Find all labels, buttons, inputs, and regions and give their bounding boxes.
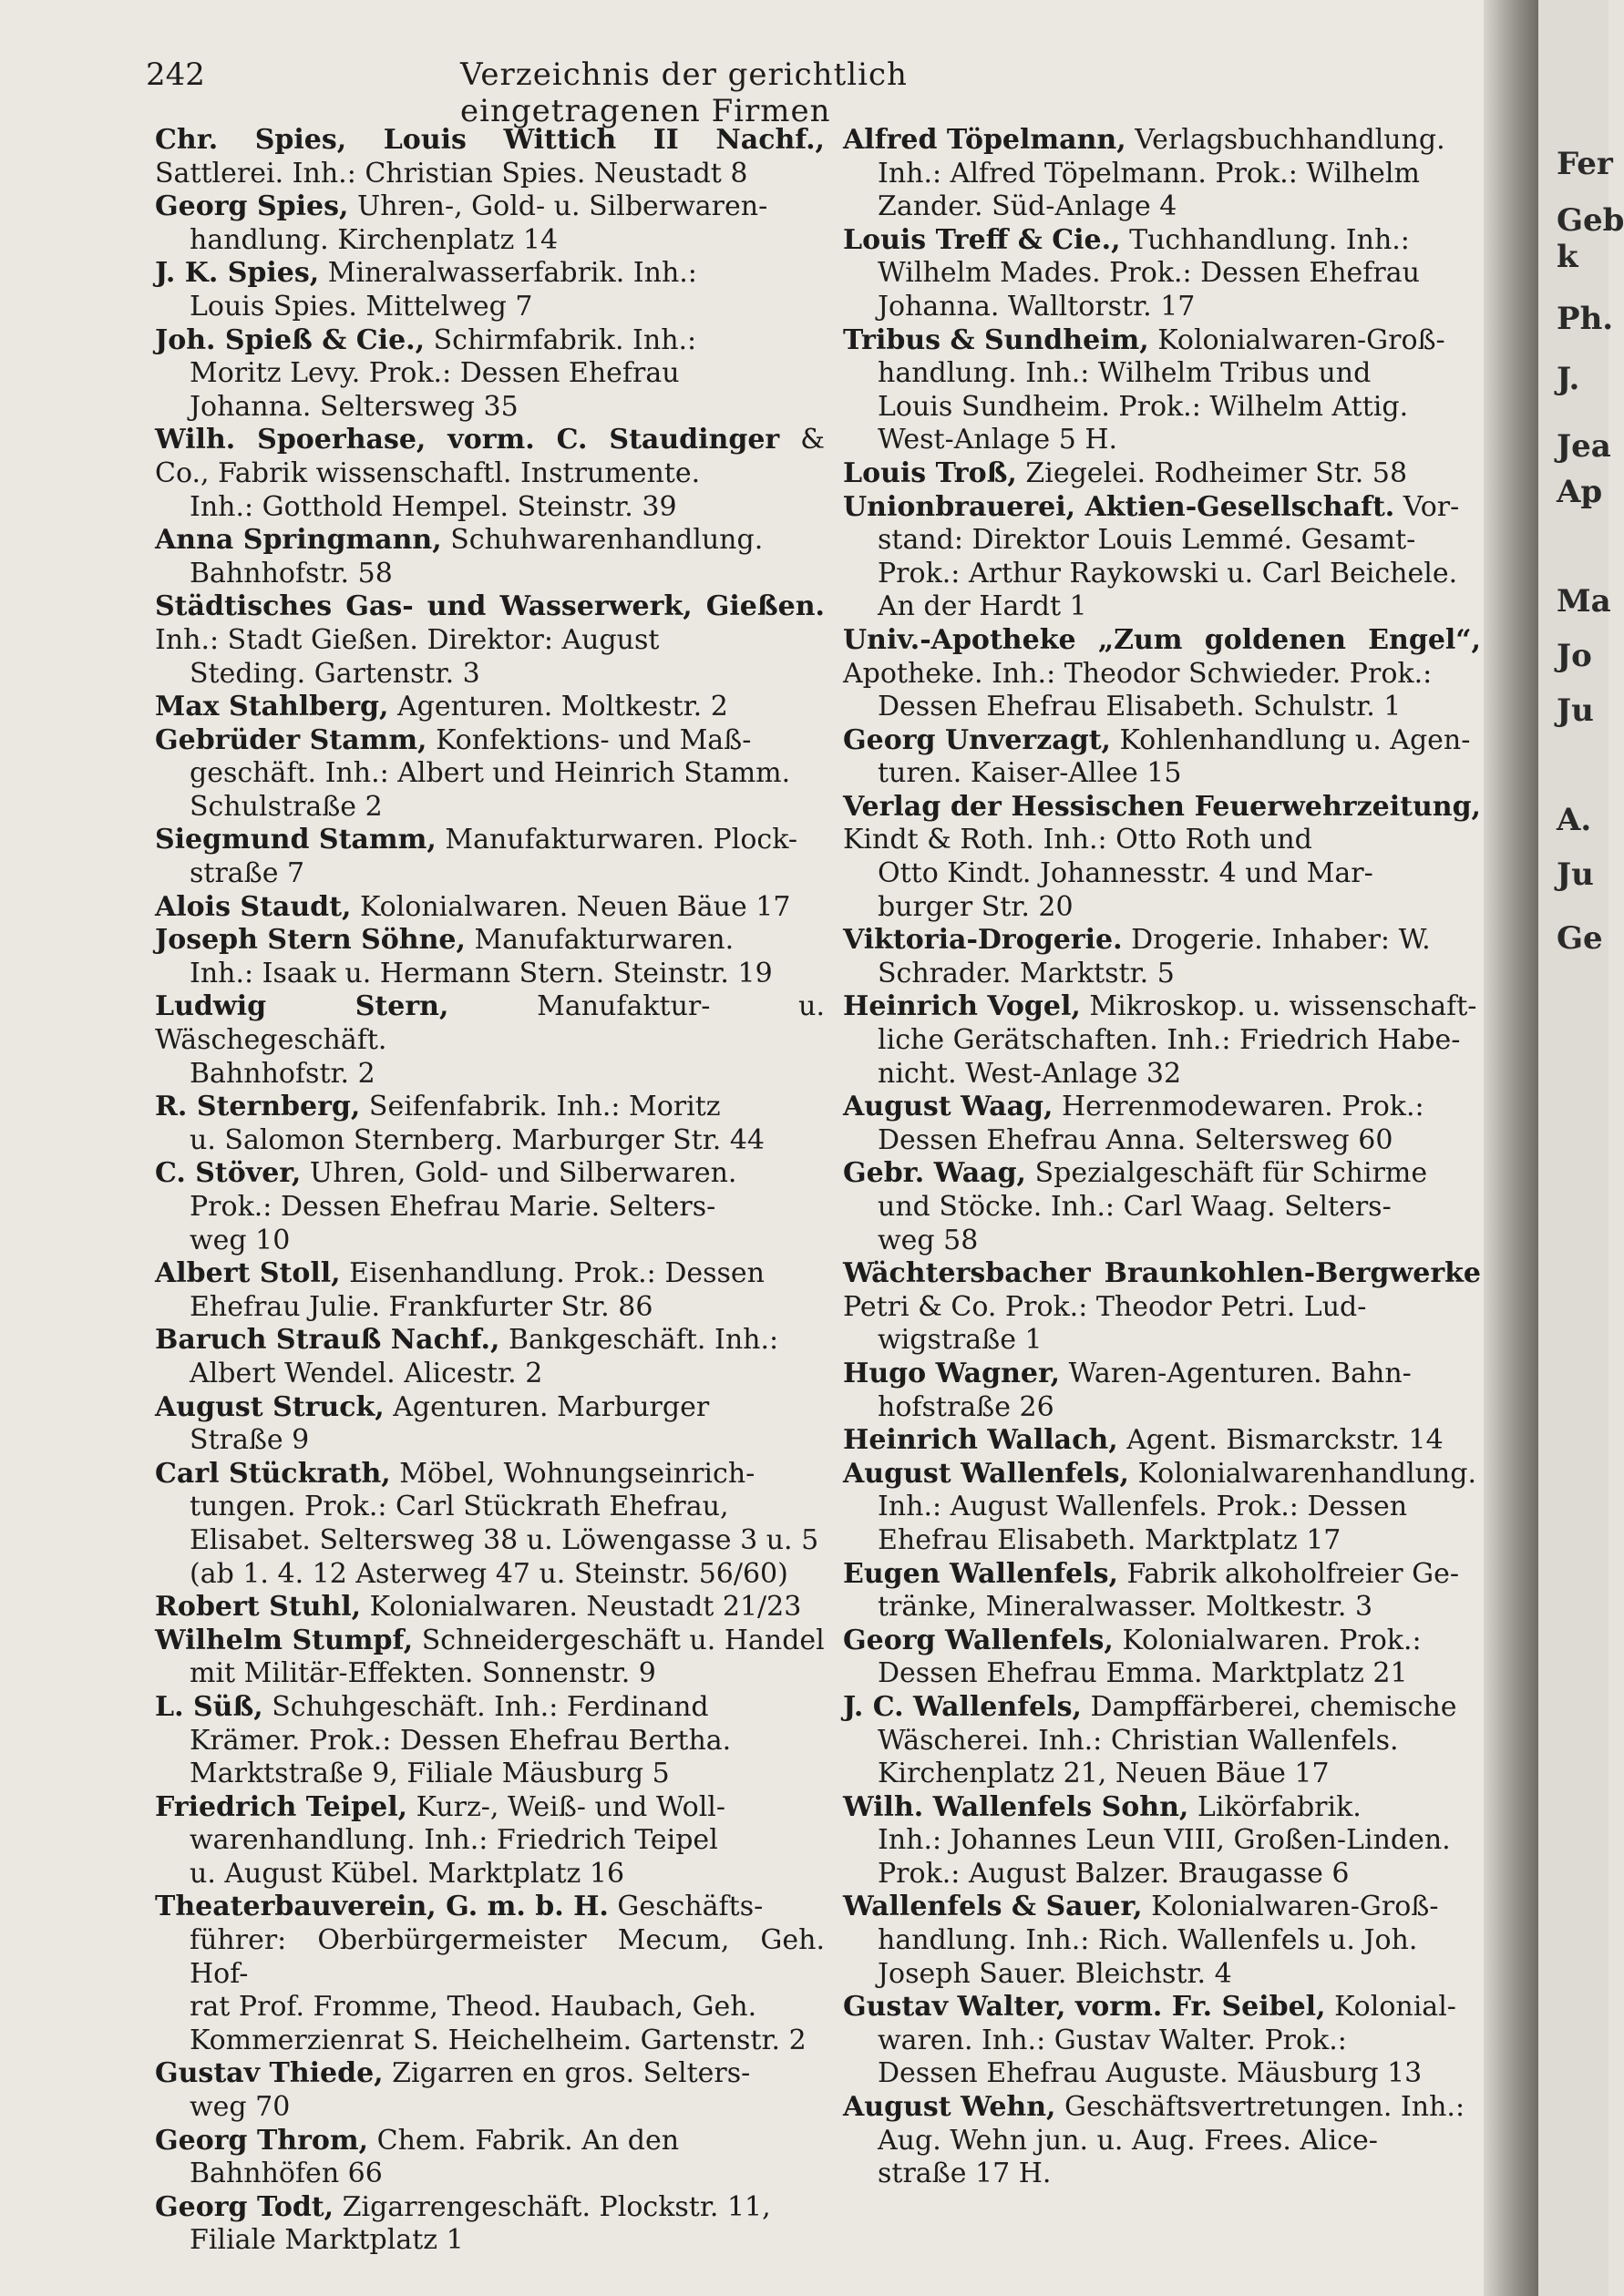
directory-entry <box>155 990 825 1091</box>
directory-entry <box>155 424 825 524</box>
firm-name: Max Stahlberg, <box>155 691 389 723</box>
entry-continuation: Johanna. Walltorstr. 17 <box>878 290 1196 323</box>
entry-continuation: führer: Oberbürgermeister Mecum, Geh. Hof- <box>190 1924 825 1990</box>
entry-continuation: Inh.: Isaak u. Hermann Stern. Steinstr. 19 <box>190 957 773 989</box>
firm-name: August Struck, <box>155 1390 385 1423</box>
entry-continuation: Bahnhofstr. 2 <box>190 1057 375 1090</box>
firm-name: Georg Todt, <box>155 2190 334 2223</box>
firm-name: Georg Wallenfels, <box>843 1624 1114 1656</box>
entry-text: Eisenhandlung. Prok.: Dessen <box>349 1257 766 1290</box>
entry-continuation: Zander. Süd-Anlage 4 <box>878 190 1177 223</box>
directory-entry <box>843 1558 1481 1625</box>
entry-text: Schneidergeschäft u. Handel <box>421 1624 825 1656</box>
entry-continuation: straße 7 <box>190 857 305 890</box>
entry-text: Kohlenhandlung u. Agen- <box>1119 723 1471 756</box>
directory-entry <box>155 124 825 190</box>
firm-name: J. C. Wallenfels, <box>843 1690 1082 1723</box>
entry-text: Mikroskop. u. wissenschaft- <box>1089 990 1477 1023</box>
entry-continuation: Dessen Ehefrau Anna. Seltersweg 60 <box>878 1123 1393 1156</box>
firm-name: Tribus & Sundheim, <box>843 323 1149 356</box>
entry-continuation: stand: Direktor Louis Lemmé. Gesamt- <box>878 524 1416 557</box>
firm-name: Unionbrauerei, Aktien-Gesellschaft. <box>843 490 1395 523</box>
entry-text: Inh.: Stadt Gießen. Direktor: August <box>155 623 660 656</box>
firm-name: Wallenfels & Sauer, <box>843 1891 1143 1923</box>
entry-continuation: Schrader. Marktstr. 5 <box>878 957 1175 989</box>
entry-continuation: Marktstraße 9, Filiale Mäusburg 5 <box>190 1758 670 1790</box>
entry-text: Manufakturwaren. Plock- <box>445 824 797 856</box>
directory-entry <box>155 1625 825 1691</box>
entry-text: Schuhwarenhandlung. <box>450 524 764 557</box>
firm-name: Wilh. Wallenfels Sohn, <box>843 1790 1189 1823</box>
entry-text: Apotheke. Inh.: Theodor Schwieder. Prok.: <box>843 657 1433 690</box>
entry-text: Fabrik alkoholfreier Ge- <box>1126 1557 1459 1590</box>
entry-continuation: tränke, Mineralwasser. Moltkestr. 3 <box>878 1591 1373 1624</box>
entry-text: Kurz-, Weiß- und Woll- <box>416 1790 726 1823</box>
entry-continuation: Prok.: Dessen Ehefrau Marie. Selters- <box>190 1191 716 1223</box>
firm-name: R. Sternberg, <box>155 1091 361 1123</box>
firm-name: C. Stöver, <box>155 1157 302 1190</box>
directory-entry <box>155 590 825 691</box>
entry-text: Agent. Bismarckstr. 14 <box>1126 1424 1444 1457</box>
entry-text: Konfektions- und Maß- <box>436 723 752 756</box>
entry-text: Kindt & Roth. Inh.: Otto Roth und <box>843 824 1312 856</box>
entry-continuation: (ab 1. 4. 12 Asterweg 47 u. Steinstr. 56/60) <box>190 1557 788 1590</box>
entry-text: Kolonialwarenhandlung. <box>1137 1457 1476 1490</box>
entry-continuation: Inh.: Alfred Töpelmann. Prok.: Wilhelm <box>878 157 1420 190</box>
page-header <box>146 56 1139 129</box>
firm-name: Wächtersbacher Braunkohlen-Bergwerke <box>843 1257 1481 1290</box>
facing-page-fragment: Fer <box>1557 146 1613 182</box>
directory-entry <box>843 924 1481 990</box>
entry-continuation: Inh.: Johannes Leun VIII, Großen-Linden. <box>878 1824 1451 1857</box>
directory-entry <box>843 791 1481 924</box>
entry-continuation: Ehefrau Julie. Frankfurter Str. 86 <box>190 1290 653 1323</box>
entry-continuation: Steding. Gartenstr. 3 <box>190 657 480 690</box>
running-title: Verzeichnis der gerichtlich eingetragenen Firmen <box>460 56 908 129</box>
entry-continuation: Dessen Ehefrau Elisabeth. Schulstr. 1 <box>878 691 1402 723</box>
entry-text: Tuchhandlung. Inh.: <box>1129 223 1410 256</box>
entry-continuation: Louis Spies. Mittelweg 7 <box>190 290 533 323</box>
entry-continuation: u. August Kübel. Marktplatz 16 <box>190 1857 625 1890</box>
entry-text: Sattlerei. Inh.: Christian Spies. Neustadt 8 <box>155 157 748 190</box>
entry-continuation: Otto Kindt. Johannesstr. 4 und Mar- <box>878 857 1373 890</box>
firm-name: Heinrich Wallach, <box>843 1424 1118 1457</box>
entry-continuation: Inh.: Gotthold Hempel. Steinstr. 39 <box>190 490 677 523</box>
entry-continuation: wigstraße 1 <box>878 1324 1043 1357</box>
entry-text: Waren-Agenturen. Bahn- <box>1068 1357 1412 1389</box>
entry-continuation: handlung. Inh.: Wilhelm Tribus und <box>878 357 1372 390</box>
entry-text: Mineralwasserfabrik. Inh.: <box>327 257 697 290</box>
directory-entry <box>843 124 1481 224</box>
directory-entry <box>155 1591 825 1625</box>
directory-entry <box>843 1424 1481 1458</box>
entry-continuation: Prok.: Arthur Raykowski u. Carl Beichele. <box>878 557 1458 589</box>
entry-continuation: nicht. West-Anlage 32 <box>878 1057 1182 1090</box>
directory-entry <box>843 1091 1481 1157</box>
entry-text: Seifenfabrik. Inh.: Moritz <box>368 1091 721 1123</box>
facing-page-fragment: Geb <box>1557 202 1624 239</box>
entry-text: Spezialgeschäft für Schirme <box>1034 1157 1428 1190</box>
entry-continuation: und Stöcke. Inh.: Carl Waag. Selters- <box>878 1191 1392 1223</box>
entry-continuation: turen. Kaiser-Allee 15 <box>878 757 1182 790</box>
entry-continuation: geschäft. Inh.: Albert und Heinrich Stamm. <box>190 757 791 790</box>
directory-entry <box>843 1891 1481 1991</box>
directory-entry <box>155 1691 825 1791</box>
entry-continuation: weg 70 <box>190 2091 291 2124</box>
directory-entry <box>843 624 1481 724</box>
firm-name: Heinrich Vogel, <box>843 990 1081 1023</box>
entry-text: Zigarren en gros. Selters- <box>392 2057 751 2090</box>
firm-name: Louis Treff & Cie., <box>843 223 1121 256</box>
directory-entry <box>843 324 1481 457</box>
entry-text: Schuhgeschäft. Inh.: Ferdinand <box>272 1690 709 1723</box>
directory-entry <box>155 691 825 724</box>
firm-name: Ludwig Stern, <box>155 990 449 1023</box>
entry-continuation: hofstraße 26 <box>878 1390 1054 1423</box>
left-column <box>155 124 825 2258</box>
firm-name: Theaterbauverein, G. m. b. H. <box>155 1891 609 1923</box>
entry-continuation: Prok.: August Balzer. Braugasse 6 <box>878 1857 1350 1890</box>
entry-continuation: Albert Wendel. Alicestr. 2 <box>190 1357 543 1389</box>
entry-text: Schirmfabrik. Inh.: <box>433 323 697 356</box>
directory-entry <box>155 1791 825 1891</box>
entry-text: & Co., Fabrik wissenschaftl. Instrumente. <box>155 424 825 489</box>
entry-continuation: weg 10 <box>190 1224 291 1256</box>
directory-entry <box>155 1257 825 1324</box>
firm-name: Gustav Walter, vorm. Fr. Seibel, <box>843 1991 1326 2024</box>
directory-entry <box>155 324 825 425</box>
firm-name: Univ.-Apotheke „Zum goldenen Engel“, <box>843 623 1481 656</box>
entry-continuation: Moritz Levy. Prok.: Dessen Ehefrau <box>190 357 680 390</box>
entry-text: Manufaktur- u. Wäschegeschäft. <box>155 990 825 1057</box>
directory-entry <box>155 924 825 990</box>
entry-continuation: warenhandlung. Inh.: Friedrich Teipel <box>190 1824 718 1857</box>
entry-continuation: Wäscherei. Inh.: Christian Wallenfels. <box>878 1724 1399 1757</box>
firm-name: Gebr. Waag, <box>843 1157 1027 1190</box>
directory-entry <box>155 1891 825 2057</box>
directory-entry <box>155 1157 825 1257</box>
directory-entry <box>155 2125 825 2191</box>
entry-text: Petri & Co. Prok.: Theodor Petri. Lud- <box>843 1290 1367 1323</box>
firm-name: Albert Stoll, <box>155 1257 341 1290</box>
entry-text: Uhren-, Gold- u. Silberwaren- <box>356 190 768 223</box>
entry-text: Kolonialwaren-Groß- <box>1151 1891 1439 1923</box>
directory-entry <box>155 524 825 590</box>
directory-entry <box>155 2191 825 2258</box>
entry-continuation: Bahnhöfen 66 <box>190 2158 383 2190</box>
firm-name: Anna Springmann, <box>155 524 442 557</box>
entry-text: Chem. Fabrik. An den <box>376 2124 680 2157</box>
firm-name: Verlag der Hessischen Feuerwehrzeitung, <box>843 790 1481 823</box>
firm-name: Eugen Wallenfels, <box>843 1557 1118 1590</box>
entry-continuation: An der Hardt 1 <box>878 590 1087 623</box>
facing-page-fragment: Jo <box>1557 638 1592 674</box>
firm-name: Wilh. Spoerhase, vorm. C. Staudinger <box>155 424 780 456</box>
entry-continuation: Krämer. Prok.: Dessen Ehefrau Bertha. <box>190 1724 732 1757</box>
directory-entry <box>843 990 1481 1091</box>
firm-name: J. K. Spies, <box>155 257 320 290</box>
entry-continuation: weg 58 <box>878 1224 979 1256</box>
entry-continuation: u. Salomon Sternberg. Marburger Str. 44 <box>190 1123 765 1156</box>
directory-entry <box>155 724 825 825</box>
firm-name: Joseph Stern Söhne, <box>155 924 466 957</box>
directory-entry <box>843 224 1481 324</box>
page-number: 242 <box>146 56 205 93</box>
entry-continuation: handlung. Kirchenplatz 14 <box>190 223 559 256</box>
entry-continuation: tungen. Prok.: Carl Stückrath Ehefrau, <box>190 1491 729 1523</box>
directory-entry <box>843 1257 1481 1358</box>
firm-name: Baruch Strauß Nachf., <box>155 1324 500 1357</box>
directory-entry <box>843 457 1481 491</box>
firm-name: Wilhelm Stumpf, <box>155 1624 414 1656</box>
entry-text: Geschäfts- <box>617 1891 764 1923</box>
directory-entry <box>843 1625 1481 1691</box>
firm-name: August Wehn, <box>843 2091 1056 2124</box>
entry-continuation: Dessen Ehefrau Auguste. Mäusburg 13 <box>878 2057 1423 2090</box>
directory-entry <box>155 1391 825 1458</box>
firm-name: Gustav Thiede, <box>155 2057 384 2090</box>
directory-entry <box>843 1791 1481 1891</box>
entry-continuation: Inh.: August Wallenfels. Prok.: Dessen <box>878 1491 1408 1523</box>
entry-continuation: Elisabet. Seltersweg 38 u. Löwengasse 3 u. 5 <box>190 1523 819 1556</box>
facing-page-fragment: Ju <box>1557 856 1594 893</box>
entry-text: Uhren, Gold- und Silberwaren. <box>309 1157 737 1190</box>
directory-entry <box>843 724 1481 791</box>
firm-name: Georg Spies, <box>155 190 349 223</box>
entry-text: Kolonialwaren. Neustadt 21/23 <box>369 1591 802 1624</box>
entry-continuation: Ehefrau Elisabeth. Marktplatz 17 <box>878 1523 1341 1556</box>
entry-text: Kolonialwaren-Groß- <box>1157 323 1445 356</box>
firm-name: Joh. Spieß & Cie., <box>155 323 426 356</box>
directory-entry <box>155 190 825 257</box>
entry-continuation: Kommerzienrat S. Heichelheim. Gartenstr. 2 <box>190 2024 807 2056</box>
entry-text: Agenturen. Moltkestr. 2 <box>396 691 728 723</box>
entry-text: Bankgeschäft. Inh.: <box>508 1324 779 1357</box>
facing-page-fragment: Ph. <box>1557 301 1614 337</box>
entry-continuation: Filiale Marktplatz 1 <box>190 2224 464 2257</box>
firm-name: Städtisches Gas- und Wasserwerk, Gießen. <box>155 590 825 623</box>
facing-page-fragment: Ap <box>1557 474 1603 510</box>
entry-continuation: handlung. Inh.: Rich. Wallenfels u. Joh. <box>878 1924 1418 1957</box>
book-gutter <box>1484 0 1538 2296</box>
entry-continuation: rat Prof. Fromme, Theod. Haubach, Geh. <box>190 1991 757 2024</box>
entry-text: Geschäftsvertretungen. Inh.: <box>1064 2091 1465 2124</box>
firm-name: Alois Staudt, <box>155 890 352 923</box>
entry-continuation: Dessen Ehefrau Emma. Marktplatz 21 <box>878 1657 1408 1690</box>
firm-name: Louis Troß, <box>843 456 1017 489</box>
entry-text: Ziegelei. Rodheimer Str. 58 <box>1025 456 1408 489</box>
directory-entry <box>843 2091 1481 2191</box>
facing-page-edge <box>1538 0 1624 2296</box>
firm-name: Siegmund Stamm, <box>155 824 437 856</box>
entry-text: Agenturen. Marburger <box>393 1390 710 1423</box>
directory-entry <box>155 257 825 323</box>
entry-continuation: mit Militär-Effekten. Sonnenstr. 9 <box>190 1657 656 1690</box>
facing-page-fragment: k <box>1557 239 1578 275</box>
firm-name: Viktoria-Drogerie. <box>843 924 1123 957</box>
firm-name: Alfred Töpelmann, <box>843 124 1126 156</box>
firm-name: August Waag, <box>843 1091 1054 1123</box>
directory-entry <box>155 1091 825 1157</box>
entry-continuation: West-Anlage 5 H. <box>878 424 1118 456</box>
entry-continuation: straße 17 H. <box>878 2158 1052 2190</box>
entry-continuation: Bahnhofstr. 58 <box>190 557 393 589</box>
directory-entry <box>155 2057 825 2124</box>
entry-text: Kolonialwaren. Neuen Bäue 17 <box>360 890 791 923</box>
directory-entry <box>843 491 1481 624</box>
entry-continuation: Straße 9 <box>190 1424 310 1457</box>
firm-name: Carl Stückrath, <box>155 1457 391 1490</box>
entry-continuation: burger Str. 20 <box>878 890 1074 923</box>
entry-continuation: Aug. Wehn jun. u. Aug. Frees. Alice- <box>878 2124 1378 2157</box>
entry-text: Verlagsbuchhandlung. <box>1135 124 1445 156</box>
directory-entry <box>155 1458 825 1591</box>
firm-name: Friedrich Teipel, <box>155 1790 408 1823</box>
directory-entry <box>843 1991 1481 2091</box>
entry-continuation: Schulstraße 2 <box>190 790 383 823</box>
firm-name: Gebrüder Stamm, <box>155 723 427 756</box>
entry-text: Kolonialwaren. Prok.: <box>1122 1624 1422 1656</box>
facing-page-fragment: J. <box>1557 361 1580 397</box>
facing-page-fragment: A. <box>1557 802 1592 838</box>
entry-continuation: Louis Sundheim. Prok.: Wilhelm Attig. <box>878 390 1409 423</box>
entry-text: Zigarrengeschäft. Plockstr. 11, <box>342 2190 771 2223</box>
entry-text: Möbel, Wohnungseinrich- <box>399 1457 755 1490</box>
firm-name: Hugo Wagner, <box>843 1357 1061 1389</box>
entry-continuation: Johanna. Seltersweg 35 <box>190 390 519 423</box>
entry-continuation: liche Gerätschaften. Inh.: Friedrich Habe- <box>878 1024 1461 1057</box>
facing-page-fragment: Ma <box>1557 583 1611 620</box>
directory-entry <box>843 1358 1481 1424</box>
firm-name: Georg Unverzagt, <box>843 723 1111 756</box>
entry-text: Likörfabrik. <box>1197 1790 1362 1823</box>
directory-entry <box>843 1691 1481 1791</box>
entry-text: Dampffärberei, chemische <box>1090 1690 1457 1723</box>
entry-text: Vor- <box>1403 490 1460 523</box>
entry-text: Drogerie. Inhaber: W. <box>1131 924 1431 957</box>
entry-text: Kolonial- <box>1334 1991 1456 2024</box>
entry-text: Manufakturwaren. <box>474 924 735 957</box>
directory-entry <box>843 1458 1481 1558</box>
directory-entry <box>155 891 825 925</box>
entry-continuation: waren. Inh.: Gustav Walter. Prok.: <box>878 2024 1347 2056</box>
firm-name: August Wallenfels, <box>843 1457 1130 1490</box>
directory-entry <box>843 1157 1481 1257</box>
right-column <box>843 124 1481 2191</box>
facing-page-fragment: Ju <box>1557 692 1594 729</box>
directory-entry <box>155 824 825 890</box>
entry-continuation: Kirchenplatz 21, Neuen Bäue 17 <box>878 1758 1330 1790</box>
entry-text: Herrenmodewaren. Prok.: <box>1062 1091 1424 1123</box>
facing-page-fragment: Ge <box>1557 920 1603 957</box>
entry-continuation: Wilhelm Mades. Prok.: Dessen Ehefrau <box>878 257 1420 290</box>
entry-continuation: Joseph Sauer. Bleichstr. 4 <box>878 1957 1232 1990</box>
directory-entry <box>155 1324 825 1390</box>
firm-name: Robert Stuhl, <box>155 1591 362 1624</box>
facing-page-fragment: Jea <box>1557 428 1611 465</box>
firm-name: Georg Throm, <box>155 2124 369 2157</box>
firm-name: Chr. Spies, Louis Wittich II Nachf., <box>155 124 825 156</box>
firm-name: L. Süß, <box>155 1690 263 1723</box>
